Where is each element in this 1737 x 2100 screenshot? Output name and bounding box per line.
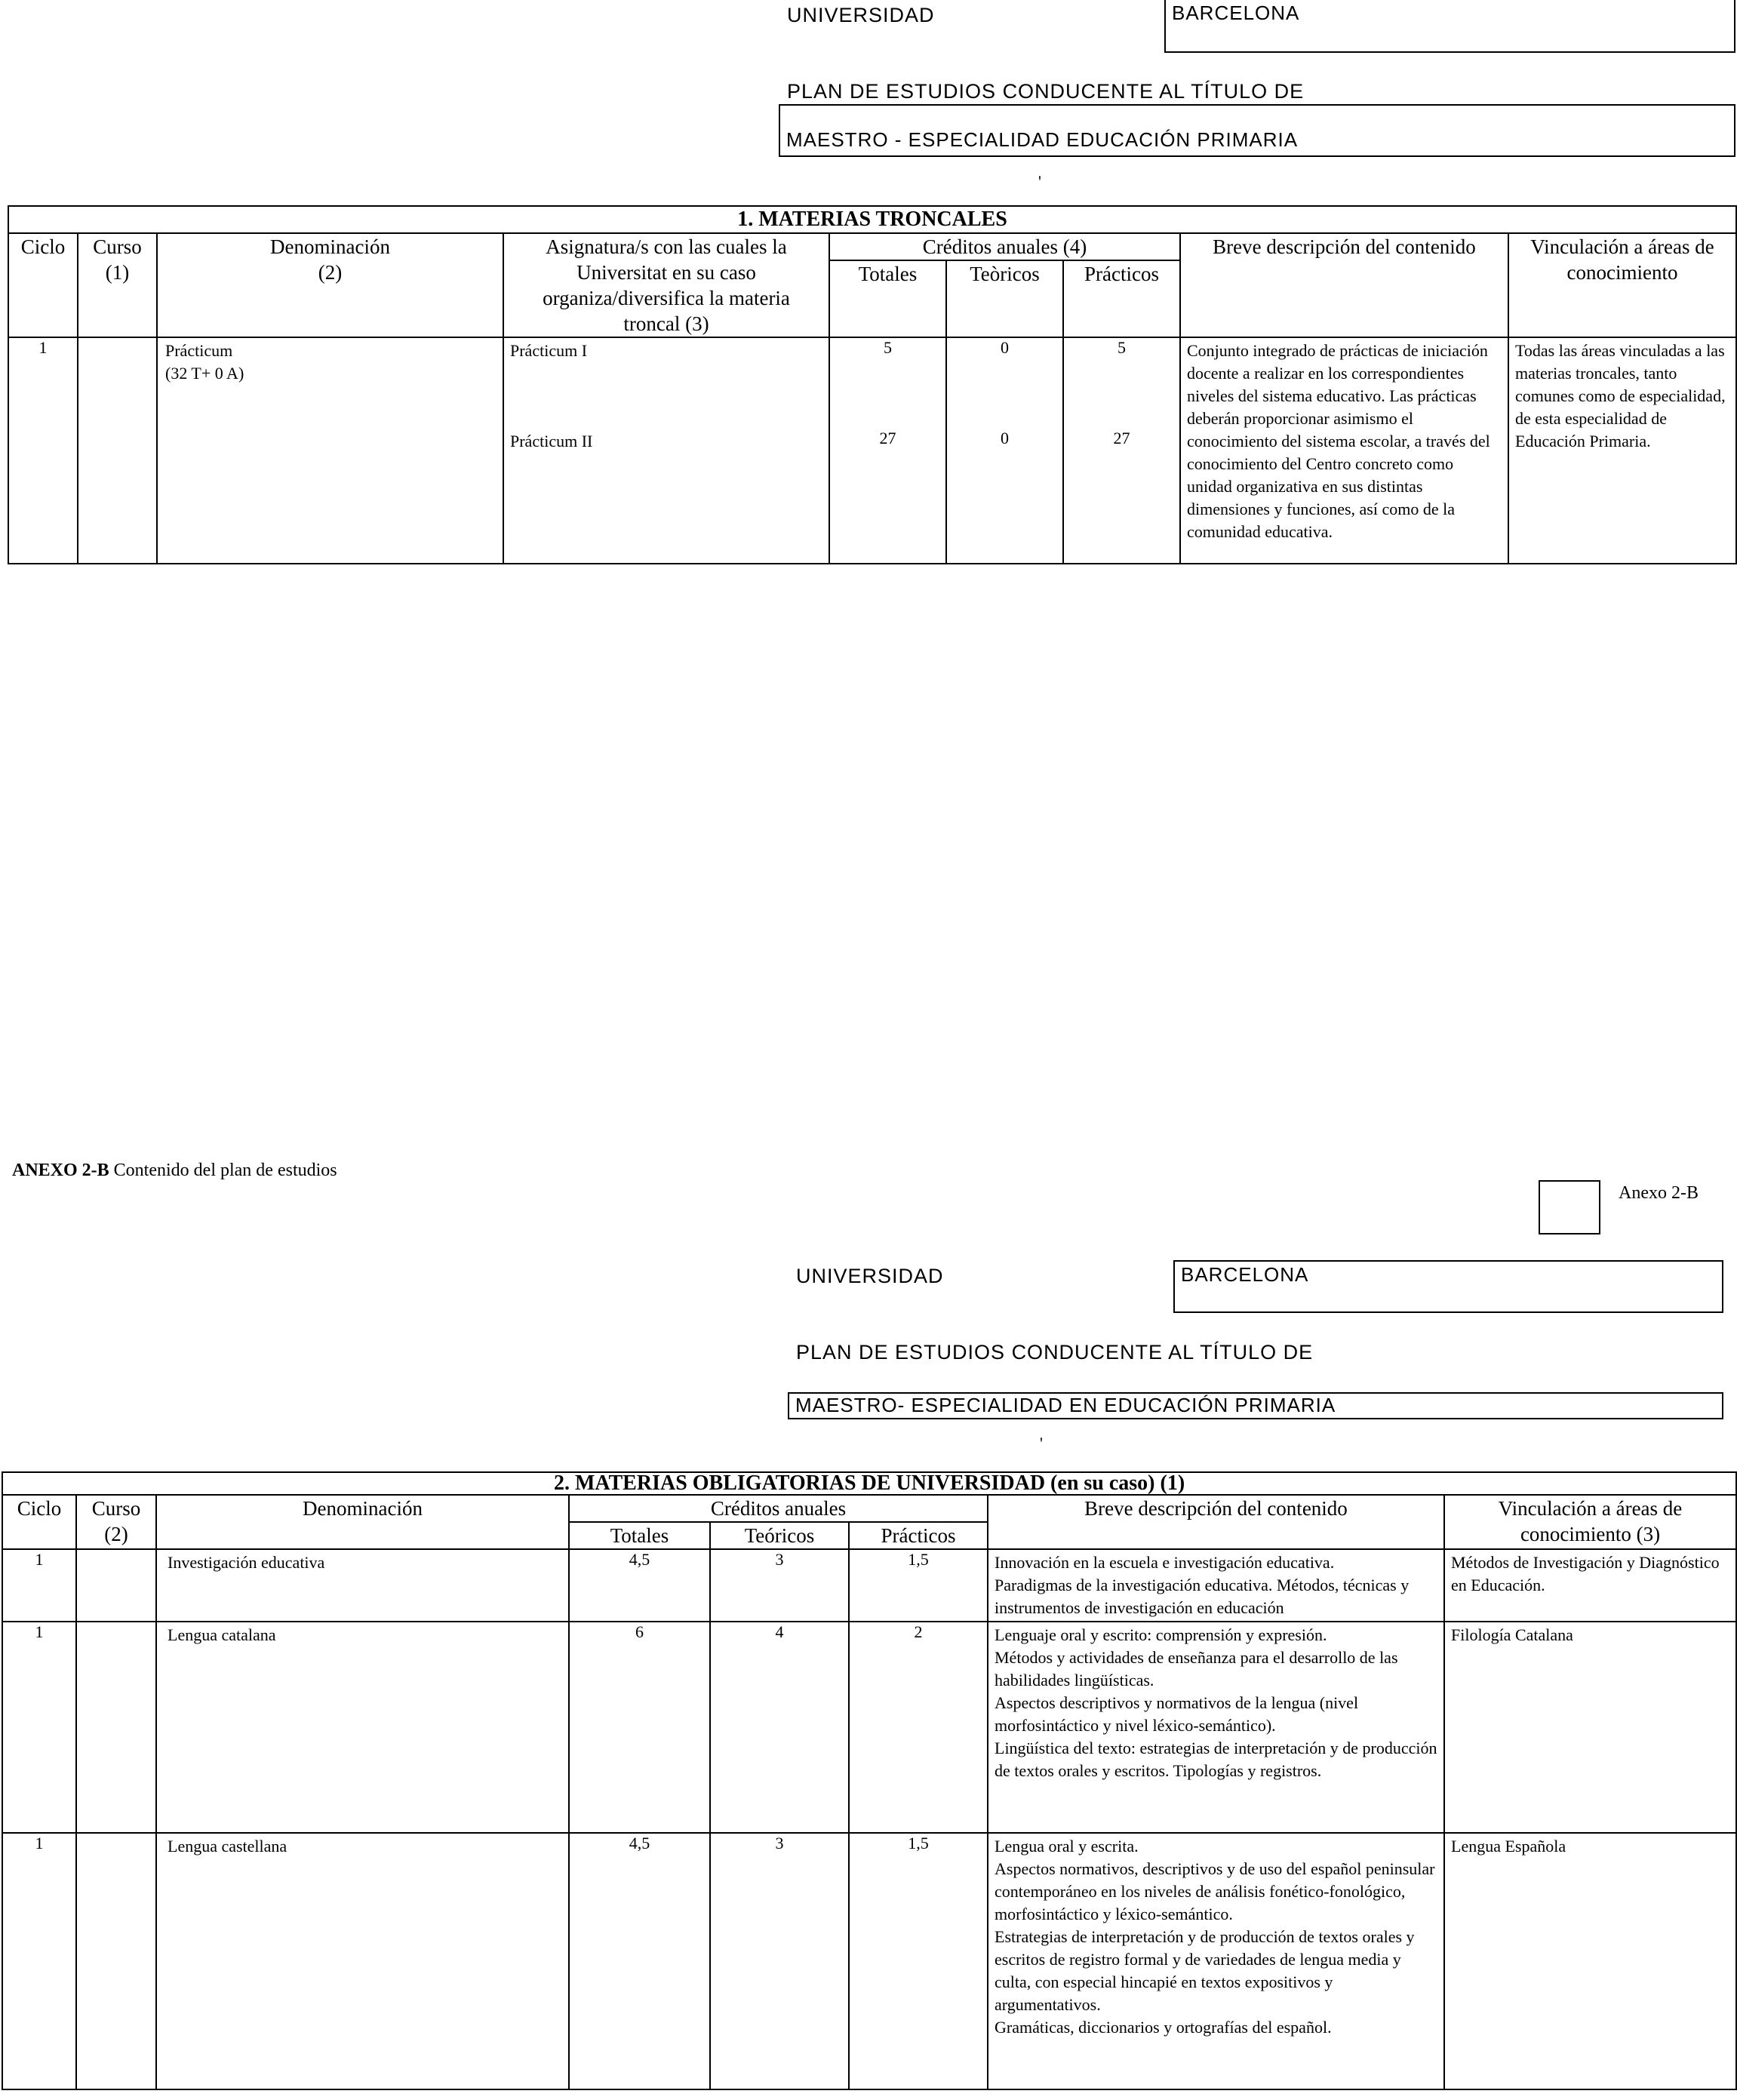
- table2-cell-ciclo: 1: [2, 1549, 76, 1622]
- table2-header-teoricos: Teóricos: [710, 1522, 849, 1549]
- table1-header-descripcion: Breve descripción del contenido: [1180, 233, 1508, 337]
- anexo-label-bold: ANEXO 2-B: [12, 1161, 109, 1180]
- table1-header-asignaturas: Asignatura/s con las cuales la Universitat en su caso organiza/diversifica la materia troncal (3): [503, 233, 829, 337]
- table1-teoricos-2: 0: [1001, 429, 1009, 447]
- anexo-corner-label: Anexo 2-B: [1619, 1183, 1699, 1203]
- table1-totales-1: 5: [884, 338, 892, 357]
- table1-cell-curso: [78, 337, 157, 564]
- table1-row: [8, 337, 1736, 564]
- table1-cell-totales: [829, 337, 946, 564]
- table2-cell-vinculacion: Filología Catalana: [1444, 1622, 1736, 1833]
- plan-label-1: PLAN DE ESTUDIOS CONDUCENTE AL TÍTULO DE: [787, 80, 1305, 103]
- table2-cell-teoricos: 3: [710, 1833, 849, 2089]
- table2-title: 2. MATERIAS OBLIGATORIAS DE UNIVERSIDAD (en su caso) (1): [2, 1472, 1736, 1495]
- table2-cell-vinculacion: Lengua Española: [1444, 1833, 1736, 2089]
- table2-cell-practicos: 1,5: [849, 1549, 988, 1622]
- table2-cell-totales: 4,5: [569, 1549, 710, 1622]
- stray-mark-1: ': [1038, 172, 1041, 191]
- table2-header-practicos: Prácticos: [849, 1522, 988, 1549]
- table1-asignatura-2: Prácticum II: [510, 432, 593, 450]
- table2-header-ciclo: Ciclo: [2, 1495, 76, 1549]
- table2-cell-curso: [76, 1549, 156, 1622]
- table1-header-teoricos: Teòricos: [946, 260, 1063, 337]
- materias-obligatorias-table: [2, 1471, 1737, 2090]
- table2-cell-teoricos: 3: [710, 1549, 849, 1622]
- titulo-value-1: MAESTRO - ESPECIALIDAD EDUCACIÓN PRIMARIA: [786, 128, 1299, 151]
- table2-cell-ciclo: 1: [2, 1833, 76, 2089]
- table1-totales-2: 27: [879, 429, 896, 447]
- table1-cell-vinculacion: Todas las áreas vinculadas a las materias troncales, tanto comunes como de especialidad, de esta especialidad de Educación Primaria.: [1508, 337, 1736, 564]
- table1-header-creditos: Créditos anuales (4): [829, 233, 1180, 260]
- table1-cell-teoricos: [946, 337, 1063, 564]
- table1-cell-descripcion: Conjunto integrado de prácticas de iniciación docente a realizar en los correspondientes niveles del sistema educativo. Las prácticas deberán proporcionar asimismo el conocimiento del sistema escolar, a través del conocimiento del Centro concreto como unidad organizativa en sus distintas dimensiones y funciones, así como de la comunidad educativa.: [1180, 337, 1508, 564]
- table2-header-denominacion: Denominación: [156, 1495, 569, 1549]
- stray-mark-2: ': [1040, 1434, 1043, 1453]
- table1-cell-ciclo: 1: [8, 337, 78, 564]
- universidad-value-1: BARCELONA: [1172, 2, 1300, 24]
- table1-header-practicos: Prácticos: [1063, 260, 1180, 337]
- table2-cell-denominacion: Investigación educativa: [156, 1549, 569, 1622]
- table2-row: [2, 1549, 1736, 1622]
- table2-header-curso: Curso (2): [76, 1495, 156, 1549]
- table1-practicos-1: 5: [1118, 338, 1126, 357]
- universidad-value-2: BARCELONA: [1181, 1263, 1309, 1286]
- table1-asignatura-1: Prácticum I: [510, 341, 588, 360]
- table2-cell-descripcion: Innovación en la escuela e investigación educativa. Paradigmas de la investigación educativa. Métodos, técnicas y instrumentos de investigación en educación: [988, 1549, 1444, 1622]
- table2-header-descripcion: Breve descripción del contenido: [988, 1495, 1444, 1549]
- titulo-value-box-1: [779, 104, 1735, 157]
- table2-cell-totales: 6: [569, 1622, 710, 1833]
- table1-header-curso: Curso (1): [78, 233, 157, 337]
- table2-cell-ciclo: 1: [2, 1622, 76, 1833]
- materias-troncales-table: [8, 205, 1737, 564]
- table1-header-totales: Totales: [829, 260, 946, 337]
- plan-label-2: PLAN DE ESTUDIOS CONDUCENTE AL TÍTULO DE: [796, 1341, 1314, 1364]
- table2-cell-totales: 4,5: [569, 1833, 710, 2089]
- table1-teoricos-1: 0: [1001, 338, 1009, 357]
- table2-cell-descripcion: Lenguaje oral y escrito: comprensión y expresión. Métodos y actividades de enseñanza para el desarrollo de las habilidades lingüísticas. Aspectos descriptivos y normativos de la lengua (nivel morfosintáctico y nivel léxico-semántico). Lingüística del texto: estrategias de interpretación y de producción de textos orales y escritos. Tipologías y registros.: [988, 1622, 1444, 1833]
- table2-cell-denominacion: Lengua catalana: [156, 1622, 569, 1833]
- table1-title: 1. MATERIAS TRONCALES: [8, 206, 1736, 233]
- universidad-value-box-2: [1173, 1260, 1723, 1313]
- table1-header-ciclo: Ciclo: [8, 233, 78, 337]
- anexo-checkbox: [1539, 1180, 1600, 1234]
- anexo-label: [12, 1161, 337, 1181]
- table2-header-vinculacion: Vinculación a áreas de conocimiento (3): [1444, 1495, 1736, 1549]
- universidad-label-2: UNIVERSIDAD: [796, 1265, 944, 1287]
- table2-cell-teoricos: 4: [710, 1622, 849, 1833]
- table2-cell-practicos: 1,5: [849, 1833, 988, 2089]
- table2-cell-curso: [76, 1833, 156, 2089]
- table1-header-vinculacion: Vinculación a áreas de conocimiento: [1508, 233, 1736, 337]
- table2-cell-curso: [76, 1622, 156, 1833]
- anexo-label-rest: Contenido del plan de estudios: [113, 1161, 337, 1180]
- table2-row: [2, 1622, 1736, 1833]
- table2-row: [2, 1833, 1736, 2089]
- table1-header-denominacion: Denominación (2): [157, 233, 503, 337]
- table1-cell-denominacion: Prácticum (32 T+ 0 A): [157, 337, 503, 564]
- titulo-value-2: MAESTRO- ESPECIALIDAD EN EDUCACIÓN PRIMARIA: [795, 1394, 1336, 1416]
- table2-cell-descripcion: Lengua oral y escrita. Aspectos normativos, descriptivos y de uso del español peninsular contemporáneo en los niveles de análisis fonético-fonológico, morfosintáctico y léxico-semántico. Estrategias de interpretación y de producción de textos orales y escritos de registro formal y de variedades de lengua media y culta, con especial hincapié en textos expositivos y argumentativos. Gramáticas, diccionarios y ortografías del español.: [988, 1833, 1444, 2089]
- table2-header-totales: Totales: [569, 1522, 710, 1549]
- table2-cell-vinculacion: Métodos de Investigación y Diagnóstico en Educación.: [1444, 1549, 1736, 1622]
- table2-cell-practicos: 2: [849, 1622, 988, 1833]
- table1-cell-asignaturas: [503, 337, 829, 564]
- table2-cell-denominacion: Lengua castellana: [156, 1833, 569, 2089]
- universidad-label-1: UNIVERSIDAD: [787, 4, 935, 26]
- table2-header-creditos: Créditos anuales: [569, 1495, 988, 1522]
- table1-cell-practicos: [1063, 337, 1180, 564]
- table1-practicos-2: 27: [1113, 429, 1130, 447]
- titulo-value-box-2: [788, 1392, 1723, 1419]
- universidad-value-box-1: [1164, 0, 1735, 53]
